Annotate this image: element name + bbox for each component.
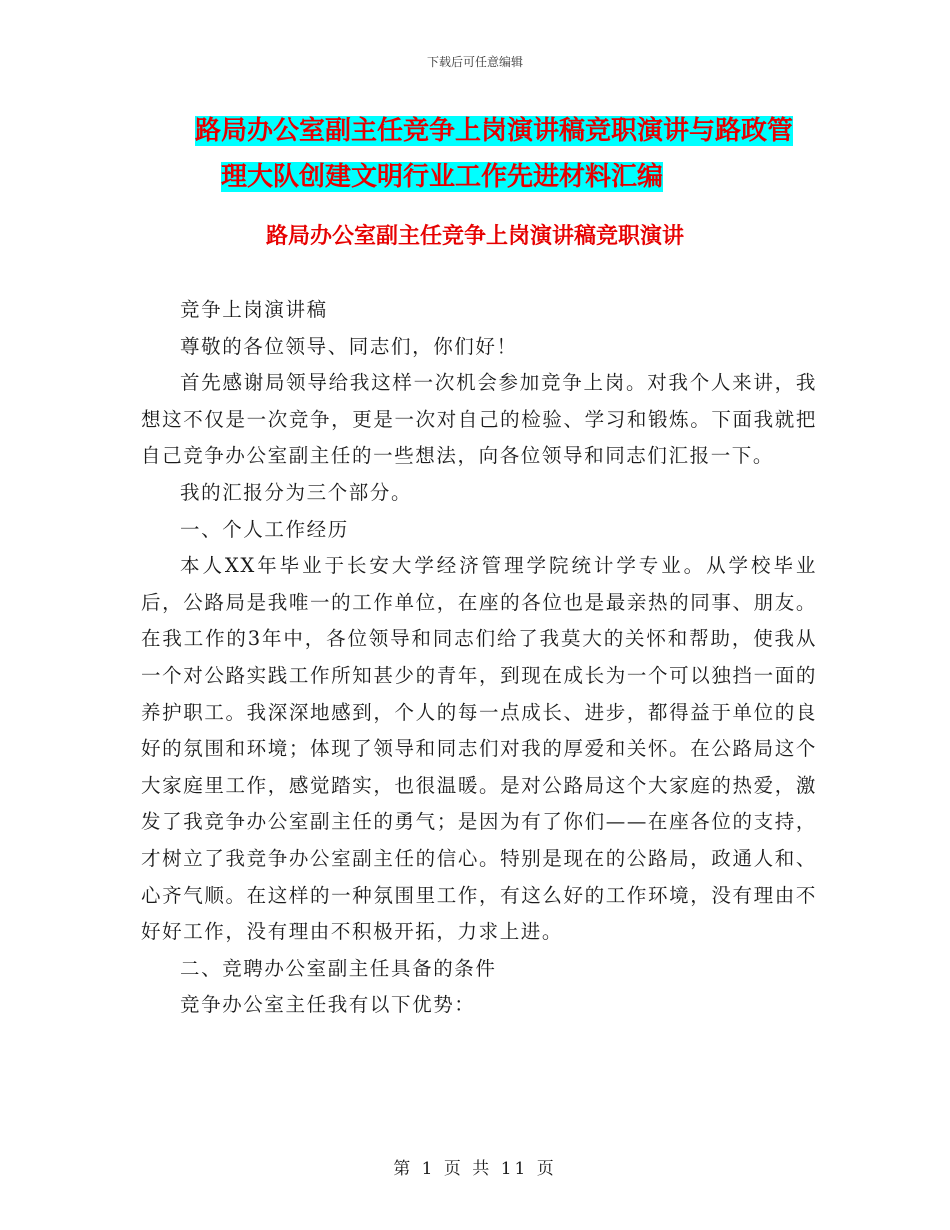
document-title <box>140 108 820 200</box>
page-number-footer: 第 1 页 共 11 页 <box>393 1159 557 1179</box>
paragraph: 二、竞聘办公室副主任具备的条件 <box>180 956 497 980</box>
document-body <box>141 292 817 1024</box>
document-title-line-2 <box>140 154 820 200</box>
page-header-note: 下载后可任意编辑 <box>426 55 523 69</box>
paragraph: 竞争上岗演讲稿 <box>180 298 328 321</box>
section-title: 路局办公室副主任竞争上岗演讲稿竞职演讲 <box>265 224 684 249</box>
paragraph: 尊敬的各位领导、同志们，你们好！ <box>180 334 518 358</box>
paragraph: 一、个人工作经历 <box>180 517 349 541</box>
paragraph: 我的汇报分为三个部分。 <box>180 480 413 504</box>
document-title-line-1 <box>140 108 820 154</box>
paragraph: 竞争办公室主任我有以下优势： <box>180 993 476 1017</box>
paragraph: 本人XX年毕业于长安大学经济管理学院统计学专业。从学校毕业后，公路局是我唯一的工作单位，在座的各位也是最亲热的同事、朋友。在我工作的3年中，各位领导和同志们给了我莫大的关怀和帮助，使我从一个对公路实践工作所知甚少的青年，到现在成长为一个可以独挡一面的养护职工。我深深地感到，个人的每一点成长、进步，都得益于单位的良好的氛围和环境；体现了领导和同志们对我的厚爱和关怀。在公路局这个大家庭里工作，感觉踏实，也很温暖。是对公路局这个大家庭的热爱，激发了我竞争办公室副主任的勇气；是因为有了你们——在座各位的支持，才树立了我竞争办公室副主任的信心。特别是现在的公路局，政通人和、心齐气顺。在这样的一种氛围里工作，有这么好的工作环境，没有理由不好好工作，没有理由不积极开拓，力求上进。 <box>141 554 817 944</box>
title-highlight-2: 理大队创建文明行业工作先进材料汇编 <box>221 162 664 192</box>
title-highlight-1: 路局办公室副主任竞争上岗演讲稿竞职演讲与路政管 <box>195 116 794 146</box>
paragraph: 首先感谢局领导给我这样一次机会参加竞争上岗。对我个人来讲，我想这不仅是一次竞争，更是一次对自己的检验、学习和锻炼。下面我就把自己竞争办公室副主任的一些想法，向各位领导和同志们汇报一下。 <box>141 371 817 468</box>
